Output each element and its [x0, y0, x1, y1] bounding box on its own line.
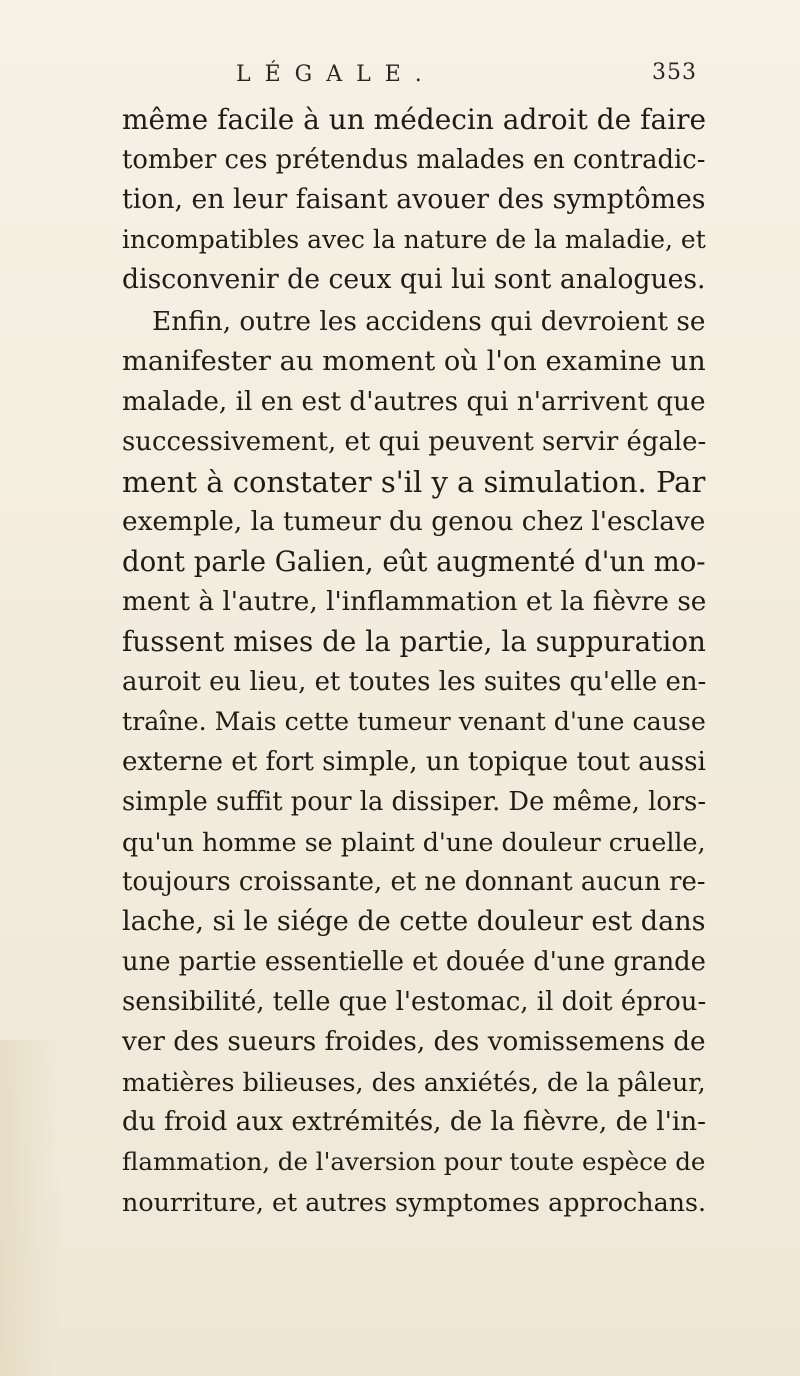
page-edge-stain: [0, 1040, 60, 1376]
text-line: dont parle Galien, eût augmenté d'un mo-: [122, 546, 706, 578]
text-line: toujours croissante, et ne donnant aucun re-: [122, 867, 706, 897]
text-line: une partie essentielle et douée d'une grande: [122, 947, 706, 977]
text-line: tomber ces prétendus malades en contradic-: [122, 145, 706, 175]
text-line: sensibilité, telle que l'estomac, il doit éprou-: [122, 987, 707, 1017]
page-number: 353: [652, 60, 697, 85]
text-line: auroit eu lieu, et toutes les suites qu'elle en-: [122, 667, 707, 697]
text-line: ver des sueurs froides, des vomissemens de: [122, 1027, 706, 1057]
text-line: incompatibles avec la nature de la maladie, et: [122, 225, 706, 254]
text-line: matières bilieuses, des anxiétés, de la pâleur,: [122, 1067, 706, 1097]
text-line: exemple, la tumeur du genou chez l'esclave: [122, 507, 706, 537]
text-line: simple suffit pour la dissiper. De même, lors-: [122, 787, 707, 817]
text-line: du froid aux extrémités, de la fièvre, de l'in-: [122, 1107, 707, 1137]
text-line: disconvenir de ceux qui lui sont analogues.: [122, 264, 706, 295]
text-line: malade, il en est d'autres qui n'arrivent que: [122, 387, 706, 417]
text-line: qu'un homme se plaint d'une douleur cruelle,: [122, 827, 706, 857]
text-line: traîne. Mais cette tumeur venant d'une cause: [122, 707, 706, 736]
text-line: lache, si le siége de cette douleur est dans: [122, 906, 706, 937]
text-line: ment à l'autre, l'inflammation et la fièvre se: [122, 587, 707, 617]
text-line: même facile à un médecin adroit de faire: [122, 103, 707, 136]
text-line: fussent mises de la partie, la suppuration: [122, 625, 706, 658]
text-line: ment à constater s'il y a simulation. Par: [122, 465, 706, 499]
running-head: [0, 56, 800, 96]
text-line: flammation, de l'aversion pour toute espèce de: [122, 1147, 706, 1176]
text-line: Enfin, outre les accidens qui devroient se: [152, 307, 706, 337]
text-line: tion, en leur faisant avouer des symptômes: [122, 184, 706, 215]
text-line: successivement, et qui peuvent servir égale-: [122, 427, 707, 457]
text-line: manifester au moment où l'on examine un: [122, 346, 706, 377]
text-line: nourriture, et autres symptomes approchans.: [122, 1187, 707, 1217]
running-title: LÉGALE.: [236, 62, 436, 87]
text-line: externe et fort simple, un topique tout aussi: [122, 747, 706, 777]
